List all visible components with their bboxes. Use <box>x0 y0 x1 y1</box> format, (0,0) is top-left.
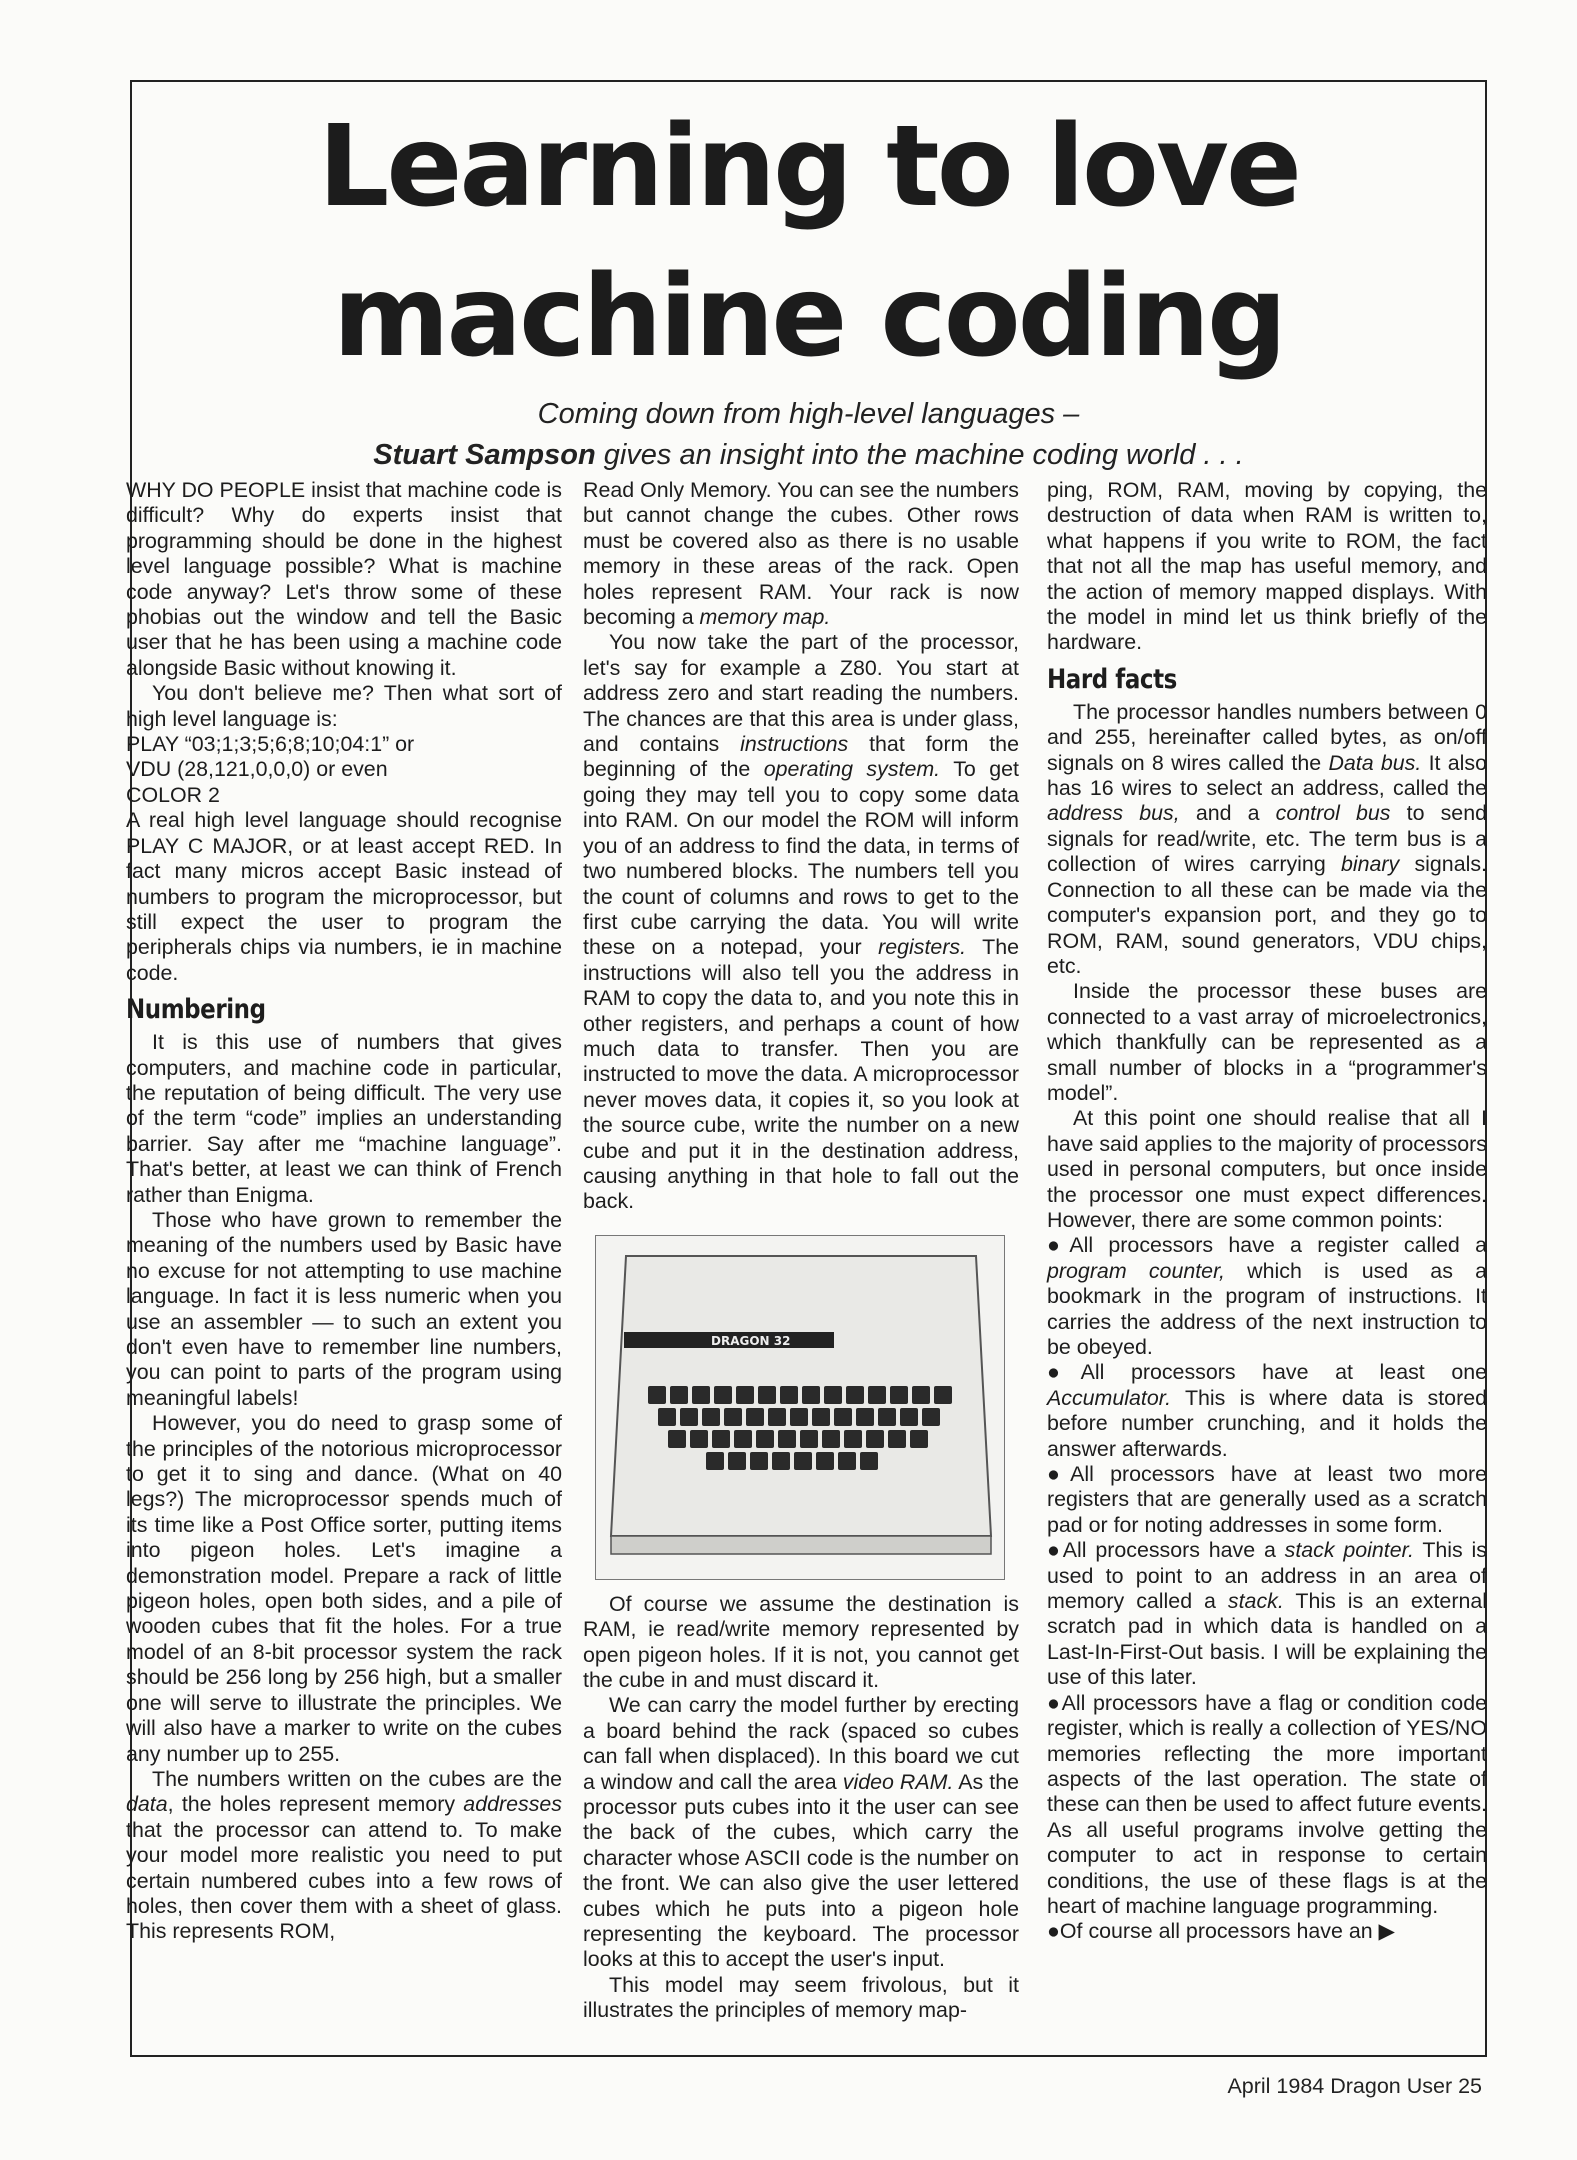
text-run: The processor handles numbers between 0 and 255, hereinafter called bytes, as on/off signals on 8 wires called the <box>1047 699 1487 775</box>
paragraph <box>583 630 1019 1214</box>
keyboard-key <box>724 1408 742 1426</box>
keyboard-key <box>856 1408 874 1426</box>
text-run: signals. Connection to all these can be made via the computer's expansion port, and they go to ROM, RAM, sound generators, VDU chips, etc. <box>1047 852 1487 978</box>
column-3 <box>1047 478 1487 1945</box>
keyboard-key <box>712 1430 730 1448</box>
keyboard-key <box>888 1430 906 1448</box>
emphasis: address bus, <box>1047 801 1180 826</box>
text-run: The numbers written on the cubes are the <box>152 1766 562 1791</box>
section-heading-numbering: Numbering <box>126 994 266 1026</box>
paragraph <box>126 1767 562 1945</box>
text-run: to send signals for read/write, etc. The term bus is a collection of wires carrying <box>1047 801 1487 877</box>
code-line: VDU (28,121,0,0,0) or even <box>126 757 388 782</box>
title-line-2: machine coding <box>332 252 1285 382</box>
keyboard-key <box>750 1452 768 1470</box>
keyboard-key <box>746 1408 764 1426</box>
paragraph: Those who have grown to remember the meaning of the numbers used by Basic have no excuse for not attempting to use machine language. In fact it is less numeric when you use an assembler — to such an extent you don't even have to remember line numbers, you can point to parts of the program using meaningful labels! <box>126 1207 562 1410</box>
keyboard-key <box>922 1408 940 1426</box>
keyboard-key <box>734 1430 752 1448</box>
keyboard-key <box>692 1386 710 1404</box>
text-run: To get going they may tell you to copy some data into RAM. On our model the ROM will inform you of an address to find the data, in terms of two numbered blocks. The numbers tell you the count of columns and rows to get to the first cube carrying the data. You will write these on a notepad, your <box>583 757 1019 960</box>
keyboard-key <box>860 1452 878 1470</box>
keyboard-key <box>758 1386 776 1404</box>
keyboard-key <box>790 1408 808 1426</box>
emphasis: program counter, <box>1047 1258 1225 1283</box>
text-run: As the processor puts cubes into it the user can see the back of the cubes, which carry the character whose ASCII code is the number on the front. We can also give the user lettered cubes which he puts into a pigeon hole representing the keyboard. The processor looks at this to accept the user's input. <box>583 1769 1019 1972</box>
case-front <box>611 1536 991 1554</box>
bullet-item <box>1047 1233 1487 1360</box>
paragraph: A real high level language should recognise PLAY C MAJOR, or at least accept RED. In fact many micros accept Basic instead of numbers to program the microprocessor, but still expect the user to program the peripherals chips via numbers, ie in machine code. <box>126 808 562 985</box>
text-run: Read Only Memory. You can see the numbers but cannot change the cubes. Other rows must be covered also as there is no usable memory in these areas of the rack. Open holes represent RAM. Your rack is now becoming a <box>583 478 1019 630</box>
paragraph: It is this use of numbers that gives computers, and machine code in particular, the reputation of being difficult. The very use of the term “code” implies an understanding barrier. Say after me “machine language”. That's better, at least we can think of French rather than Enigma. <box>126 1030 562 1207</box>
emphasis: binary <box>1340 852 1400 877</box>
section-heading-hard-facts: Hard facts <box>1047 663 1177 695</box>
paragraph: Inside the processor these buses are connected to a vast array of microelectronics, which thankfully can be represented as a small number of blocks in a “programmer's model”. <box>1047 979 1487 1105</box>
text-run: This is where data is stored before number crunching, and it holds the answer afterwards. <box>1047 1385 1487 1461</box>
keyboard-key <box>868 1386 886 1404</box>
emphasis: Data bus. <box>1328 750 1422 775</box>
article-title <box>130 92 1487 392</box>
paragraph: This model may seem frivolous, but it illustrates the principles of memory map- <box>583 1972 1019 2023</box>
text-run: , the holes represent memory <box>167 1792 456 1817</box>
text-run: This is an external scratch pad in which data is handled on a Last-In-First-Out basis. I will be explaining the use of this later. <box>1047 1589 1487 1690</box>
paragraph: You don't believe me? Then what sort of high level language is: <box>126 681 562 731</box>
keyboard-key <box>706 1452 724 1470</box>
keyboard-key <box>846 1386 864 1404</box>
paragraph <box>1047 700 1487 979</box>
paragraph: ping, ROM, RAM, moving by copying, the destruction of data when RAM is written to, what happens if you write to ROM, the fact that not all the map has useful memory, and the action of memory mapped displays. With the model in mind let us think briefly of the hardware. <box>1047 478 1487 655</box>
dragon-32-computer-photo <box>595 1235 1005 1580</box>
emphasis: memory map. <box>699 605 831 630</box>
keyboard-key <box>756 1430 774 1448</box>
keyboard-key <box>736 1386 754 1404</box>
code-line: PLAY “03;1;3;5;6;8;10;04:1” or <box>126 732 415 757</box>
keyboard-key <box>794 1452 812 1470</box>
keyboard-key <box>824 1386 842 1404</box>
article-subtitle <box>130 394 1487 476</box>
text-run: and a <box>1195 801 1260 826</box>
paragraph: WHY DO PEOPLE insist that machine code is difficult? Why do experts insist that programming should be done in the highest level language possible? What is machine code anyway? Let's throw some of these phobias out the window and tell the Basic user that he has been using a machine code alongside Basic without knowing it. <box>126 478 562 680</box>
text-run: It also has 16 wires to select an address, called the <box>1047 750 1488 801</box>
keyboard-key <box>768 1408 786 1426</box>
bullet-item <box>1047 1538 1487 1690</box>
brand-label: DRAGON 32 <box>711 1333 791 1348</box>
title-line-1: Learning to love <box>318 102 1299 232</box>
paragraph: At this point one should realise that all I have said applies to the majority of processors used in personal computers, but once inside the processor one must expect differences. However, there are some common points: <box>1047 1106 1487 1232</box>
paragraph <box>583 478 1019 630</box>
text-run: The instructions will also tell you the address in RAM to copy the data to, and you note this in other registers, and perhaps a count of how much data to transfer. Then you are instructed to move the data. A microprocessor never moves data, it copies it, so you look at the source cube, write the number on a new cube and put it in the destination address, causing anything in that hole to fall out the back. <box>583 935 1019 1214</box>
keyboard-key <box>670 1386 688 1404</box>
keyboard-key <box>878 1408 896 1426</box>
subtitle-line-2 <box>130 435 1487 476</box>
keyboard-key <box>910 1430 928 1448</box>
code-line: COLOR 2 <box>126 782 220 807</box>
keyboard-key <box>822 1430 840 1448</box>
keyboard-key <box>802 1386 820 1404</box>
keyboard-key <box>772 1452 790 1470</box>
paragraph: Of course we assume the destination is RAM, ie read/write memory represented by open pigeon holes. If it is not, you cannot get the cube in and must discard it. <box>583 1591 1019 1692</box>
keyboard-key <box>680 1408 698 1426</box>
text-run: All processors have at least one <box>1080 1360 1488 1385</box>
keyboard-key <box>812 1408 830 1426</box>
text-run: which is used as a bookmark in the program of instructions. It carries the address of the next instruction to be obeyed. <box>1047 1258 1487 1359</box>
keyboard-key <box>702 1408 720 1426</box>
emphasis: stack. <box>1227 1589 1284 1614</box>
emphasis: instructions <box>740 732 849 757</box>
text-run: All processors have a <box>1062 1538 1276 1563</box>
bullet-item: ● All processors have a flag or condition code register, which is really a collection of YES/NO memories reflecting the more important aspects of the last operation. The state of these can then be used to affect future events. As all useful programs involve getting the computer to act in response to certain conditions, the use of these flags is at the heart of machine language programming. <box>1047 1691 1487 1920</box>
keyboard-key <box>800 1430 818 1448</box>
subtitle-rest: gives an insight into the machine coding world . . . <box>603 439 1244 471</box>
text-run: We can carry the model further by erecting a board behind the rack (spaced so cubes can fall when displaced). In this board we cut a window and call the area <box>583 1693 1019 1794</box>
emphasis: stack pointer. <box>1284 1538 1414 1563</box>
emphasis: data <box>126 1792 168 1817</box>
bullet-item: ● All processors have at least two more registers that are generally used as a scratch pad or for noting addresses in some form. <box>1047 1462 1487 1538</box>
keyboard-key <box>900 1408 918 1426</box>
keyboard-key <box>648 1386 666 1404</box>
column-2 <box>583 478 1019 2024</box>
keyboard-key <box>844 1430 862 1448</box>
keyboard-key <box>934 1386 952 1404</box>
paragraph: However, you do need to grasp some of the principles of the notorious microprocessor to get it to sing and dance. (What on 40 legs?) The microprocessor spends much of its time like a Post Office sorter, putting items into pigeon holes. Let's imagine a demonstration model. Prepare a rack of little pigeon holes, open both sides, and a pile of wooden cubes that fit the holes. For a true model of an 8-bit processor system the rack should be 256 long by 256 high, but a smaller one will serve to illustrate the principles. We will also have a marker to write on the cubes any number up to 255. <box>126 1411 562 1766</box>
emphasis: Accumulator. <box>1047 1385 1172 1410</box>
bullet-item: ● Of course all processors have an ▶ <box>1047 1919 1487 1944</box>
author-name: Stuart Sampson <box>373 439 596 471</box>
keyboard-key <box>912 1386 930 1404</box>
page-footer: April 1984 Dragon User 25 <box>1227 2074 1482 2098</box>
text-run: that the processor can attend to. To make your model more realistic you need to put certain numbered cubes into a few rows of holes, then cover them with a sheet of glass. This represents ROM, <box>126 1817 562 1944</box>
emphasis: control bus <box>1275 801 1391 826</box>
keyboard-key <box>658 1408 676 1426</box>
text-run: This is used to point to an address in an area of memory called a <box>1047 1538 1487 1614</box>
keyboard-key <box>690 1430 708 1448</box>
keyboard-key <box>816 1452 834 1470</box>
keyboard-key <box>714 1386 732 1404</box>
keyboard-key <box>866 1430 884 1448</box>
text-run: You now take the part of the processor, let's say for example a Z80. You start at address zero and start reading the numbers. The chances are that this area is under glass, and contains <box>583 630 1019 757</box>
emphasis: addresses <box>463 1792 562 1817</box>
computer-illustration <box>596 1236 1004 1579</box>
keyboard-key <box>728 1452 746 1470</box>
subtitle-line-1: Coming down from high-level languages – <box>537 398 1080 430</box>
text-run: All processors have a register called a <box>1069 1233 1488 1258</box>
keyboard-key <box>780 1386 798 1404</box>
keyboard-key <box>890 1386 908 1404</box>
emphasis: video RAM. <box>842 1769 954 1794</box>
emphasis: registers. <box>878 935 967 960</box>
paragraph <box>583 1693 1019 1972</box>
keyboard-key <box>778 1430 796 1448</box>
keyboard-key <box>838 1452 856 1470</box>
keyboard-key <box>834 1408 852 1426</box>
emphasis: operating system. <box>763 757 941 782</box>
text-run: that form the beginning of the <box>583 732 1019 782</box>
bullet-item <box>1047 1360 1487 1462</box>
keyboard-key <box>668 1430 686 1448</box>
column-1 <box>126 478 562 1945</box>
